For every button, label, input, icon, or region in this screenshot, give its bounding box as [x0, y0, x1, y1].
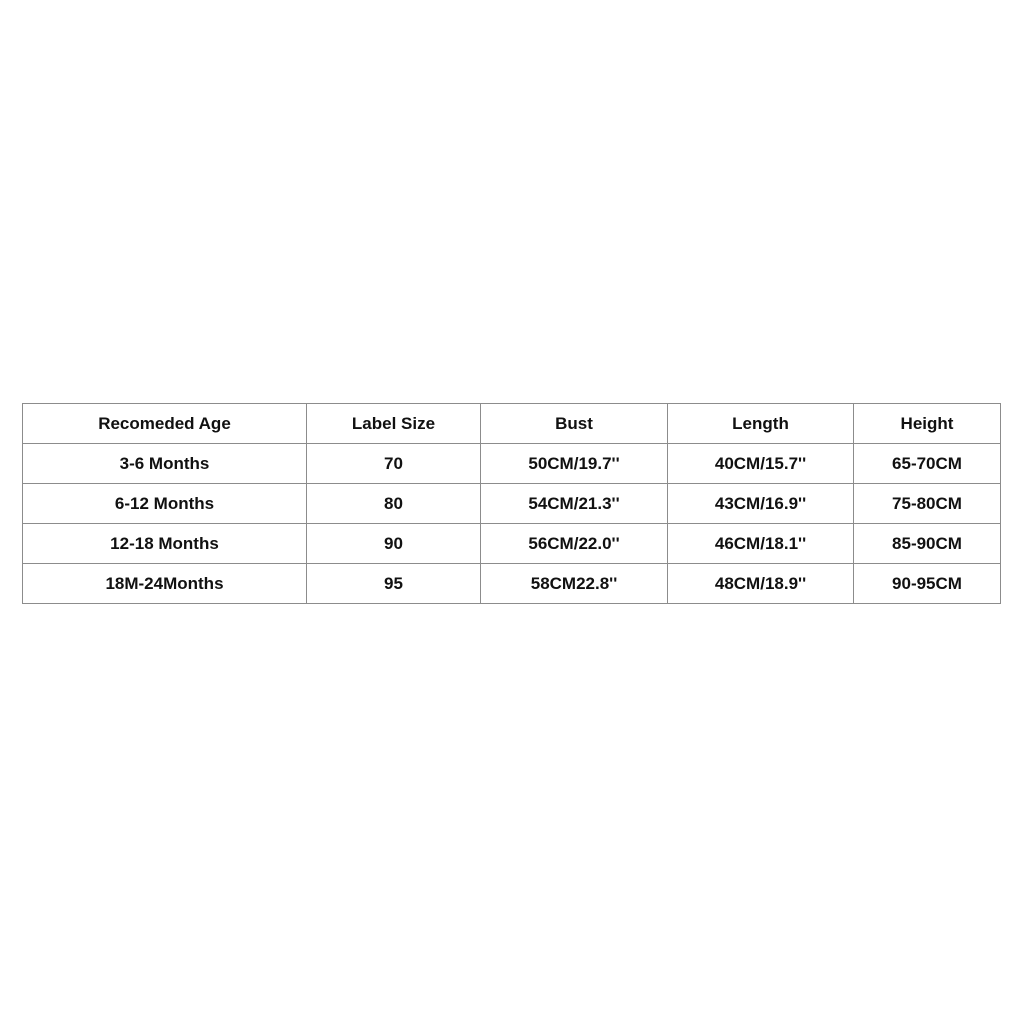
cell-bust: 54CM/21.3'' [481, 484, 668, 524]
cell-label-size: 90 [307, 524, 481, 564]
header-height: Height [854, 404, 1001, 444]
header-length: Length [668, 404, 854, 444]
cell-height: 85-90CM [854, 524, 1001, 564]
cell-length: 40CM/15.7'' [668, 444, 854, 484]
table-row [23, 484, 1001, 524]
cell-bust: 56CM/22.0'' [481, 524, 668, 564]
cell-label-size: 80 [307, 484, 481, 524]
cell-age: 6-12 Months [23, 484, 307, 524]
cell-height: 90-95CM [854, 564, 1001, 604]
cell-label-size: 70 [307, 444, 481, 484]
cell-length: 43CM/16.9'' [668, 484, 854, 524]
cell-length: 48CM/18.9'' [668, 564, 854, 604]
table-header-row [23, 404, 1001, 444]
cell-bust: 50CM/19.7'' [481, 444, 668, 484]
table-row [23, 564, 1001, 604]
cell-height: 65-70CM [854, 444, 1001, 484]
cell-age: 3-6 Months [23, 444, 307, 484]
header-label-size: Label Size [307, 404, 481, 444]
header-bust: Bust [481, 404, 668, 444]
cell-age: 12-18 Months [23, 524, 307, 564]
cell-bust: 58CM22.8'' [481, 564, 668, 604]
cell-height: 75-80CM [854, 484, 1001, 524]
size-chart-table [22, 403, 1001, 604]
header-recommended-age: Recomeded Age [23, 404, 307, 444]
cell-length: 46CM/18.1'' [668, 524, 854, 564]
cell-label-size: 95 [307, 564, 481, 604]
table-row [23, 524, 1001, 564]
table-row [23, 444, 1001, 484]
cell-age: 18M-24Months [23, 564, 307, 604]
